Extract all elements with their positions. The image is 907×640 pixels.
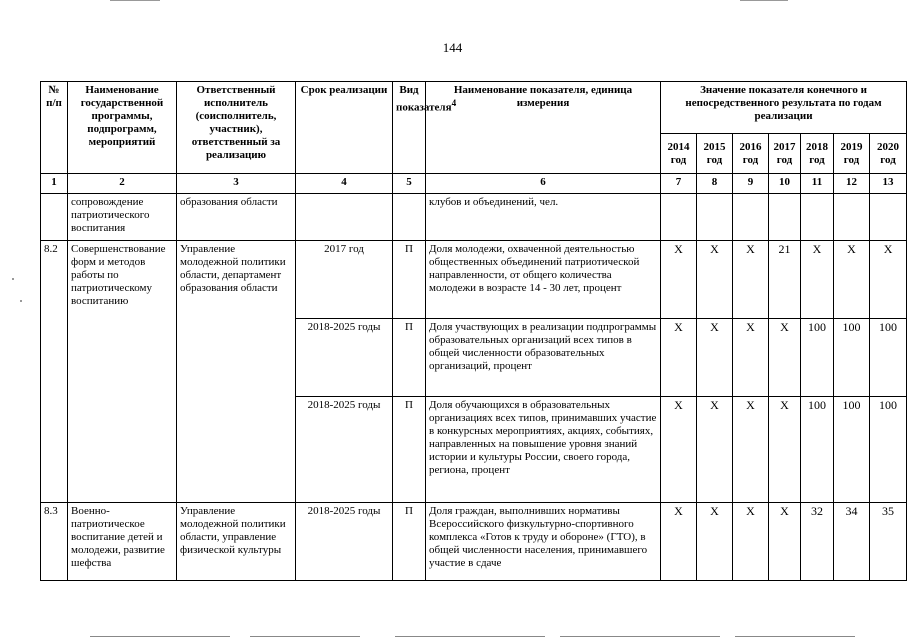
cell-value: Х xyxy=(697,319,733,397)
cell-term xyxy=(296,194,393,241)
column-number: 6 xyxy=(426,174,661,194)
column-number: 11 xyxy=(801,174,834,194)
cell-value: 100 xyxy=(870,397,907,503)
cell-value: Х xyxy=(769,319,801,397)
column-number: 2 xyxy=(68,174,177,194)
cell-value: Х xyxy=(834,241,870,319)
cell-value: 100 xyxy=(801,397,834,503)
year-2016: 2016 год xyxy=(733,134,769,174)
cell-value: 100 xyxy=(834,319,870,397)
continuation-row xyxy=(41,194,907,241)
cell-value: Х xyxy=(697,503,733,581)
column-number: 8 xyxy=(697,174,733,194)
cell-executor: Управление молодежной политики области, управление физической культуры xyxy=(177,503,296,581)
cell-value: 34 xyxy=(834,503,870,581)
cell-value: Х xyxy=(661,503,697,581)
cell-name: сопровождение патриотического воспитания xyxy=(68,194,177,241)
header-executor: Ответственный исполнитель (соисполнитель, участник), ответственный за реализацию xyxy=(177,82,296,174)
cell-value xyxy=(801,194,834,241)
header-type xyxy=(393,82,457,174)
header-type-footnote: 4 xyxy=(451,98,457,108)
cell-value: 100 xyxy=(870,319,907,397)
cell-value: Х xyxy=(733,241,769,319)
cell-value: Х xyxy=(661,241,697,319)
column-number: 9 xyxy=(733,174,769,194)
cell-type: П xyxy=(393,241,426,319)
column-number: 1 xyxy=(41,174,68,194)
cell-indicator: Доля участвующих в реализации подпрограммы образовательных организаций всех типов в общей численности образовательных организаций, процент xyxy=(426,319,661,397)
year-2014: 2014 год xyxy=(661,134,697,174)
cell-term: 2017 год xyxy=(296,241,393,319)
column-numbers-row xyxy=(41,174,907,194)
column-number: 13 xyxy=(870,174,907,194)
cell-value: 100 xyxy=(834,397,870,503)
cell-value xyxy=(697,194,733,241)
scan-speck xyxy=(20,300,22,302)
cell-indicator: Доля граждан, выполнивших нормативы Всероссийского физкультурно-спортивного комплекса «Готов к труду и обороне» (ГТО), в общей численности населения, принимавшего участие в сдаче xyxy=(426,503,661,581)
cell-value: Х xyxy=(769,503,801,581)
header-values: Значение показателя конечного и непосредственного результата по годам реализации xyxy=(661,82,907,134)
cell-value: Х xyxy=(733,397,769,503)
column-number: 7 xyxy=(661,174,697,194)
year-2020: 2020 год xyxy=(870,134,907,174)
column-number: 10 xyxy=(769,174,801,194)
cell-term: 2018-2025 годы xyxy=(296,503,393,581)
cell-value: Х xyxy=(733,503,769,581)
cell-indicator: Доля молодежи, охваченной деятельностью общественных объединений патриотической направленности, от общего количества молодежи в возрасте 14 - 30 лет, процент xyxy=(426,241,661,319)
scan-speck xyxy=(12,278,14,280)
cell-num: 8.3 xyxy=(41,503,68,581)
table-row xyxy=(41,503,907,581)
year-2019: 2019 год xyxy=(834,134,870,174)
column-number: 4 xyxy=(296,174,393,194)
top-rule-left xyxy=(110,0,160,1)
top-rule-right xyxy=(740,0,788,1)
cell-num xyxy=(41,194,68,241)
cell-type: П xyxy=(393,397,426,503)
cell-indicator: клубов и объединений, чел. xyxy=(426,194,661,241)
column-number: 3 xyxy=(177,174,296,194)
cell-value xyxy=(834,194,870,241)
table-row xyxy=(41,241,907,319)
header-term: Срок реализации xyxy=(296,82,393,174)
cell-value: Х xyxy=(801,241,834,319)
bottom-rule xyxy=(395,636,545,637)
header-num: № п/п xyxy=(41,82,68,174)
cell-executor: образования области xyxy=(177,194,296,241)
year-2018: 2018 год xyxy=(801,134,834,174)
bottom-rule xyxy=(250,636,360,637)
header-name: Наименование государственной программы, подпрограмм, мероприятий xyxy=(68,82,177,174)
cell-value: 35 xyxy=(870,503,907,581)
cell-name: Военно-патриотическое воспитание детей и молодежи, развитие шефства xyxy=(68,503,177,581)
column-number: 12 xyxy=(834,174,870,194)
cell-indicator: Доля обучающихся в образовательных организациях всех типов, принимавших участие в конкурсных мероприятиях, акциях, событиях, направленных на повышение уровня знаний истории и культуры России, своего города, региона, процент xyxy=(426,397,661,503)
cell-value xyxy=(769,194,801,241)
cell-type xyxy=(393,194,426,241)
cell-term: 2018-2025 годы xyxy=(296,397,393,503)
header-type-label: Вид показателя xyxy=(396,84,452,114)
cell-value: Х xyxy=(870,241,907,319)
cell-value xyxy=(870,194,907,241)
header-indicator: Наименование показателя, единица измерения xyxy=(426,82,661,174)
indicator-table xyxy=(40,81,907,581)
cell-value: Х xyxy=(769,397,801,503)
cell-value: Х xyxy=(733,319,769,397)
page-number: 144 xyxy=(442,40,463,55)
bottom-rule xyxy=(560,636,720,637)
cell-value: 100 xyxy=(801,319,834,397)
cell-num: 8.2 xyxy=(41,241,68,503)
bottom-rule xyxy=(90,636,230,637)
cell-value: Х xyxy=(661,397,697,503)
cell-type: П xyxy=(393,319,426,397)
cell-name: Совершенствование форм и методов работы по патриотическому воспитанию xyxy=(68,241,177,503)
cell-value: Х xyxy=(697,397,733,503)
year-2017: 2017 год xyxy=(769,134,801,174)
cell-value: 21 xyxy=(769,241,801,319)
header-row xyxy=(41,82,907,134)
cell-term: 2018-2025 годы xyxy=(296,319,393,397)
cell-value: Х xyxy=(661,319,697,397)
year-2015: 2015 год xyxy=(697,134,733,174)
bottom-rule xyxy=(735,636,855,637)
cell-type: П xyxy=(393,503,426,581)
cell-executor: Управление молодежной политики области, департамент образования области xyxy=(177,241,296,503)
cell-value xyxy=(733,194,769,241)
cell-value: 32 xyxy=(801,503,834,581)
column-number: 5 xyxy=(393,174,426,194)
cell-value: Х xyxy=(697,241,733,319)
cell-value xyxy=(661,194,697,241)
